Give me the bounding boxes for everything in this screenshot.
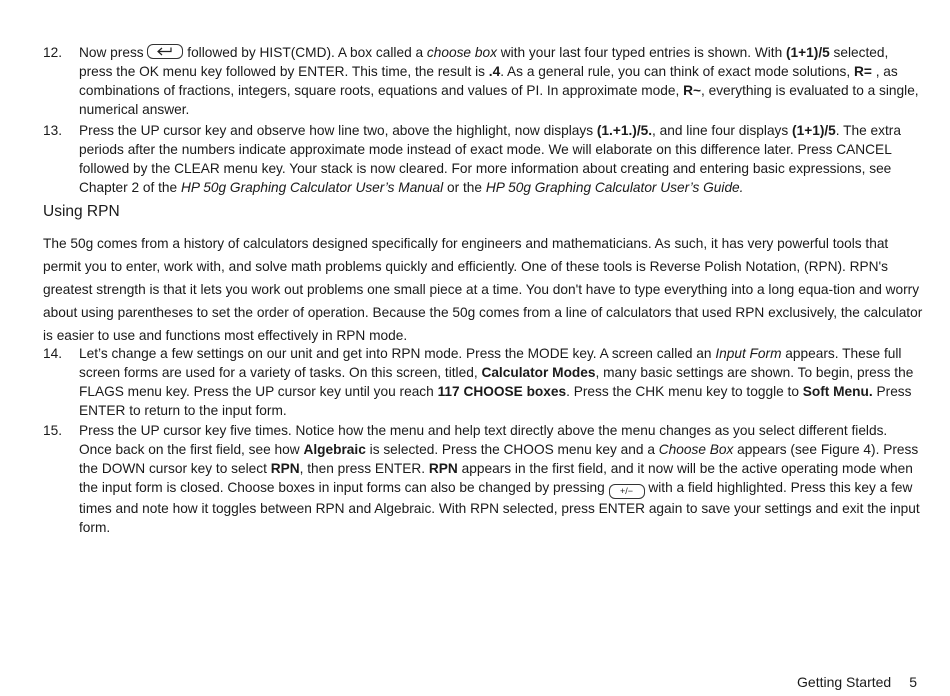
plus-minus-key-icon: +/−	[609, 484, 645, 499]
footer-section-title: Getting Started	[797, 674, 892, 690]
left-shift-arrow-icon	[147, 44, 183, 59]
step-text: Now press followed by HIST(CMD). A box called a choose box with your last four typed entries is shown. With (1+1)/5 selected, press the OK menu key followed by ENTER. This time, the result is .4. As a general rule, you can think of exact mode solutions, R= , as combinations of fractions, integers, square roots, equations and values of PI. In approximate mode, R~, everything is evaluated to a single, numerical answer.	[79, 45, 919, 117]
step-number: 12.	[43, 45, 63, 60]
step-text: Press the UP cursor key and observe how line two, above the highlight, now displays (1.+1.)/5., and line four displays (1+1)/5. The extra periods after the numbers indicate approximate mode instead of exact mode. We will elaborate on this difference later. Press CANCEL followed by the CLEAR menu key. Your stack is now cleared. For more information about creating and entering basic expressions, see Chapter 2 of the HP 50g Graphing Calculator User’s Manual or the HP 50g Graphing Calculator User’s Guide.	[79, 123, 901, 195]
page-number: 5	[909, 674, 917, 690]
step-13	[43, 121, 923, 197]
page-footer	[797, 673, 917, 691]
step-number: 15.	[43, 423, 63, 438]
step-number: 13.	[43, 123, 63, 138]
step-12	[43, 43, 923, 119]
intro-paragraph: The 50g comes from a history of calculators designed specifically for engineers and mathematicians. As such, it has very powerful tools that permit you to enter, work with, and solve math problems quickly and efficiently. One of these tools is Reverse Polish Notation, (RPN). RPN's greatest strength is that it lets you work out problems one small piece at a time. You don't have to type everything into a long equa-tion and worry about using parentheses to set the order of operation. Because the 50g comes from a line of calculators that used RPN exclusively, the calculator is easier to use and functions most effectively in RPN mode.	[43, 236, 923, 343]
section-heading: Using RPN	[43, 203, 120, 220]
step-number: 14.	[43, 346, 63, 361]
step-15	[43, 421, 923, 537]
step-text: Let’s change a few settings on our unit and get into RPN mode. Press the MODE key. A screen called an Input Form appears. These full screen forms are used for a variety of tasks. On this screen, titled, Calculator Modes, many basic settings are shown. To begin, press the FLAGS menu key. Press the UP cursor key until you reach 117 CHOOSE boxes. Press the CHK menu key to toggle to Soft Menu. Press ENTER to return to the input form.	[79, 346, 914, 418]
step-14	[43, 344, 923, 420]
step-text: Press the UP cursor key five times. Notice how the menu and help text directly above the menu changes as you select different fields. Once back on the first field, see how Algebraic is selected. Press the CHOOS menu key and a Choose Box appears (see Figure 4). Press the DOWN cursor key to select RPN, then press ENTER. RPN appears in the first field, and it now will be the active operating mode when the input form is closed. Choose boxes in input forms can also be changed by pressing +/− with a field highlighted. Press this key a few times and note how it toggles between RPN and Algebraic. With RPN selected, press ENTER again to save your settings and exit the input form.	[79, 423, 920, 535]
